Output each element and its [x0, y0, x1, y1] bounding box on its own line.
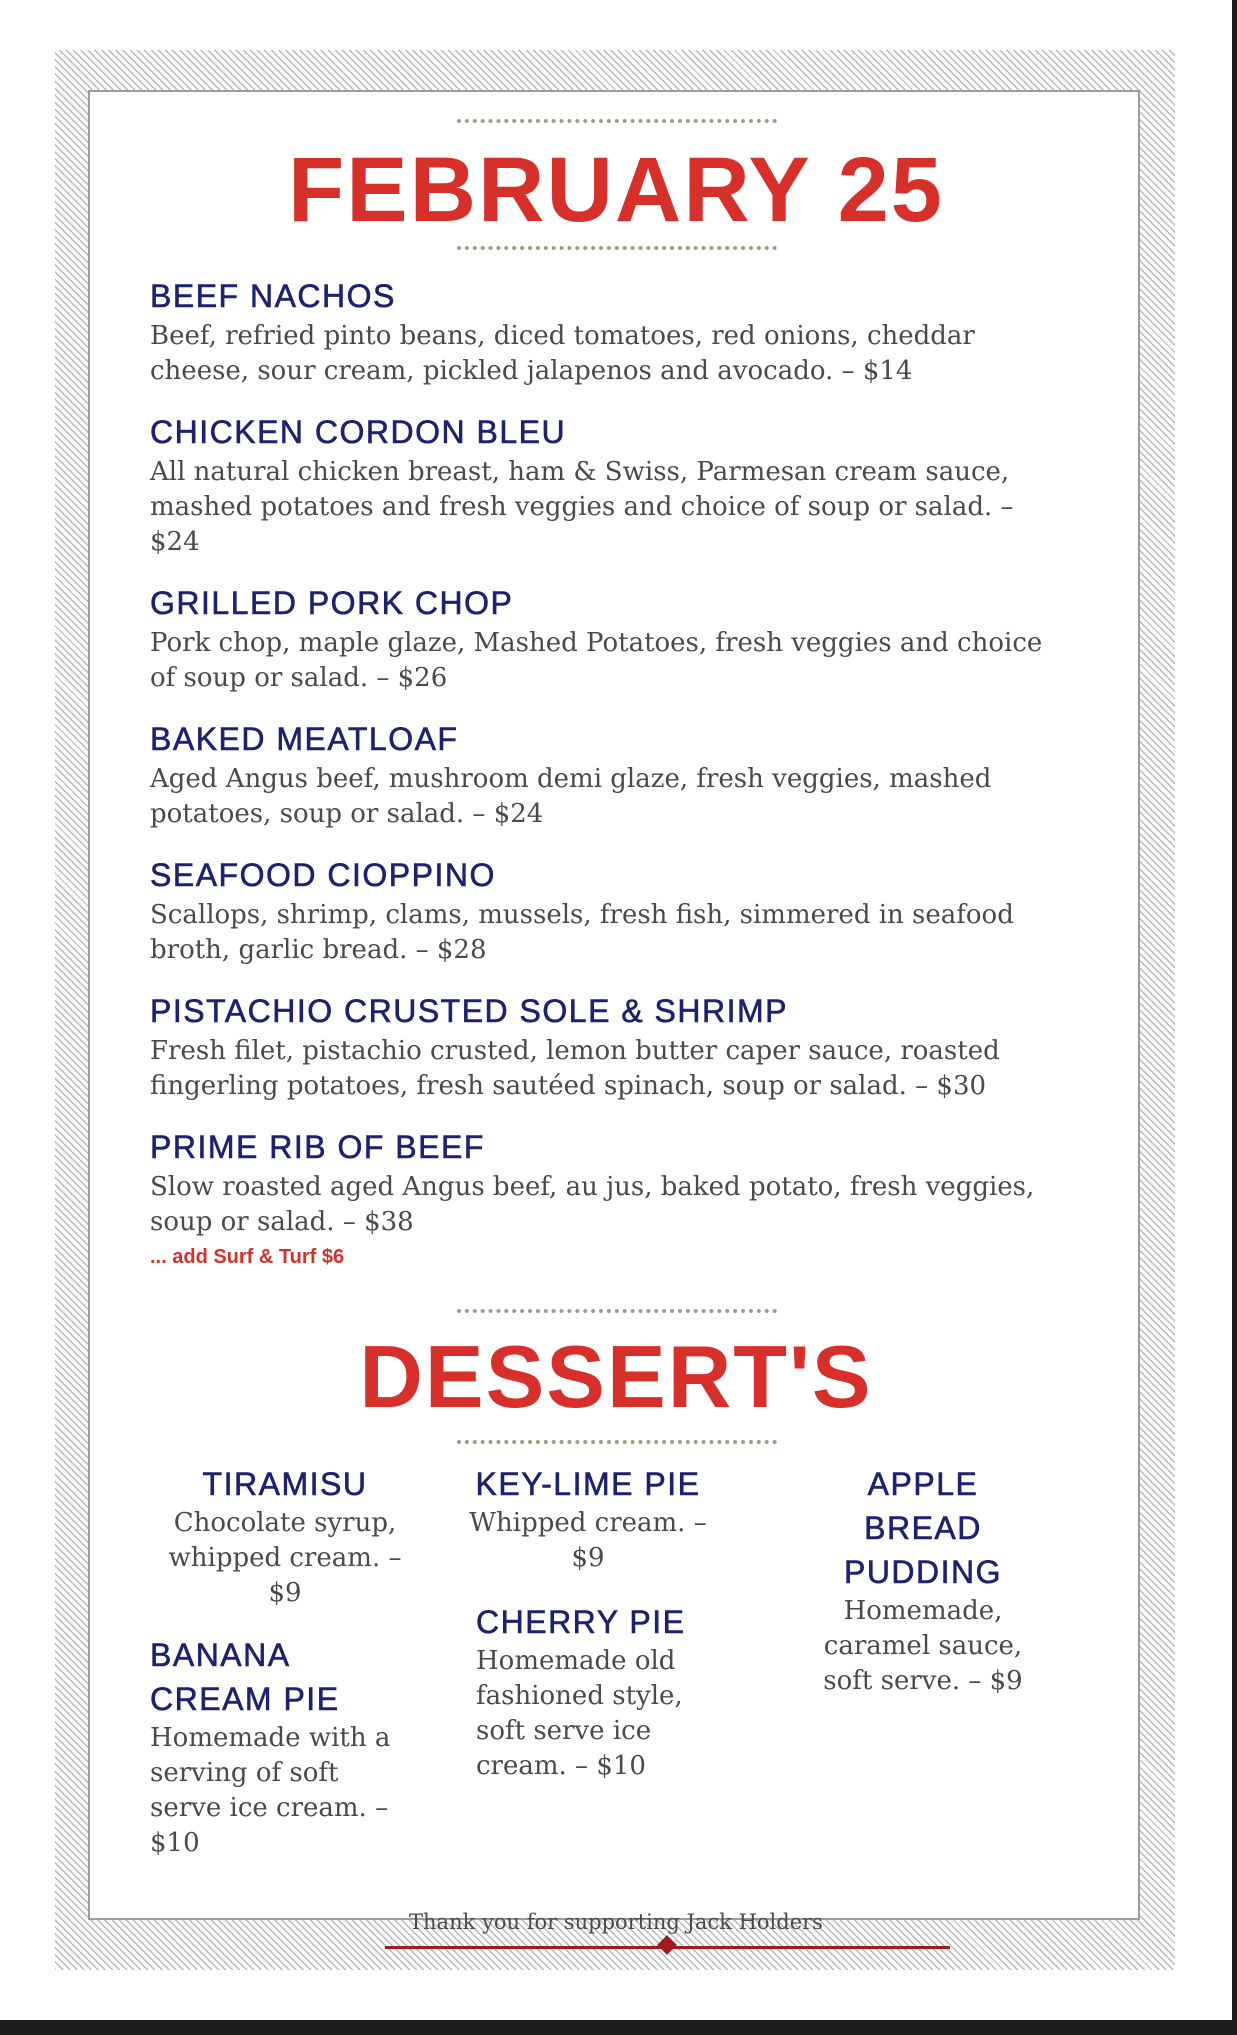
menu-item-name: BAKED MEATLOAF — [150, 721, 459, 757]
footer-thank-you: Thank you for supporting Jack Holders — [409, 1910, 823, 1934]
dessert-description: Chocolate syrup, whipped cream. – $9 — [168, 1508, 402, 1608]
screen-edge-right — [1232, 0, 1237, 2035]
menu-item-description: Fresh filet, pistachio crusted, lemon butter caper sauce, roasted fingerling potatoes, fresh sautéed spinach, soup or salad. – $30 — [150, 1036, 1000, 1101]
menu-item-name: PRIME RIB OF BEEF — [150, 1129, 485, 1165]
menu-item-description: Aged Angus beef, mushroom demi glaze, fresh veggies, mashed potatoes, soup or salad. – $24 — [150, 764, 992, 829]
footer-diamond-ornament — [657, 1935, 677, 1955]
dessert-item — [458, 1462, 718, 1576]
menu-inner-panel — [88, 90, 1140, 1934]
dotted-divider-under-title — [457, 246, 777, 250]
dessert-item — [150, 1633, 420, 1861]
dessert-description: Homemade, caramel sauce, soft serve. – $9 — [823, 1596, 1023, 1696]
dessert-name: APPLE BREAD PUDDING — [843, 1466, 1003, 1590]
dotted-divider-desserts-bottom — [457, 1440, 777, 1444]
menu-item-description: Beef, refried pinto beans, diced tomatoes, red onions, cheddar cheese, sour cream, pickled jalapenos and avocado. – $14 — [150, 321, 975, 386]
surf-and-turf-note: ... add Surf & Turf $6 — [150, 1246, 345, 1268]
menu-item-name: BEEF NACHOS — [150, 278, 396, 314]
dessert-item — [476, 1600, 736, 1784]
menu-item-name: GRILLED PORK CHOP — [150, 585, 514, 621]
menu-item-name: PISTACHIO CRUSTED SOLE & SHRIMP — [150, 993, 788, 1029]
screen-edge-bottom — [0, 2020, 1237, 2035]
page-title: FEBRUARY 25 — [288, 139, 944, 241]
dessert-description: Whipped cream. – $9 — [469, 1508, 707, 1573]
menu-item-description: Slow roasted aged Angus beef, au jus, baked potato, fresh veggies, soup or salad. – $38 — [150, 1172, 1035, 1237]
dessert-name: CHERRY PIE — [476, 1604, 686, 1640]
dessert-name: BANANA CREAM PIE — [150, 1637, 340, 1717]
dessert-name: KEY-LIME PIE — [475, 1466, 701, 1502]
dessert-item — [150, 1462, 420, 1611]
menu-item-name: SEAFOOD CIOPPINO — [150, 857, 496, 893]
menu-item-description: All natural chicken breast, ham & Swiss, Parmesan cream sauce, mashed potatoes and fresh veggies and choice of soup or salad. – $24 — [150, 457, 1014, 557]
dotted-divider-desserts-top — [457, 1309, 777, 1313]
dotted-divider-top — [457, 119, 777, 123]
dessert-item — [823, 1462, 1023, 1699]
dessert-description: Homemade with a serving of soft serve ice cream. – $10 — [150, 1723, 391, 1858]
dessert-description: Homemade old fashioned style, soft serve ice cream. – $10 — [476, 1646, 683, 1781]
desserts-title: DESSERT'S — [359, 1327, 873, 1426]
menu-item-name: CHICKEN CORDON BLEU — [150, 414, 567, 450]
menu-item-description: Pork chop, maple glaze, Mashed Potatoes, fresh veggies and choice of soup or salad. – $26 — [150, 628, 1043, 693]
dessert-name: TIRAMISU — [202, 1466, 368, 1502]
menu-item-description: Scallops, shrimp, clams, mussels, fresh fish, simmered in seafood broth, garlic bread. – $28 — [150, 900, 1014, 965]
menu-card — [55, 50, 1175, 1970]
